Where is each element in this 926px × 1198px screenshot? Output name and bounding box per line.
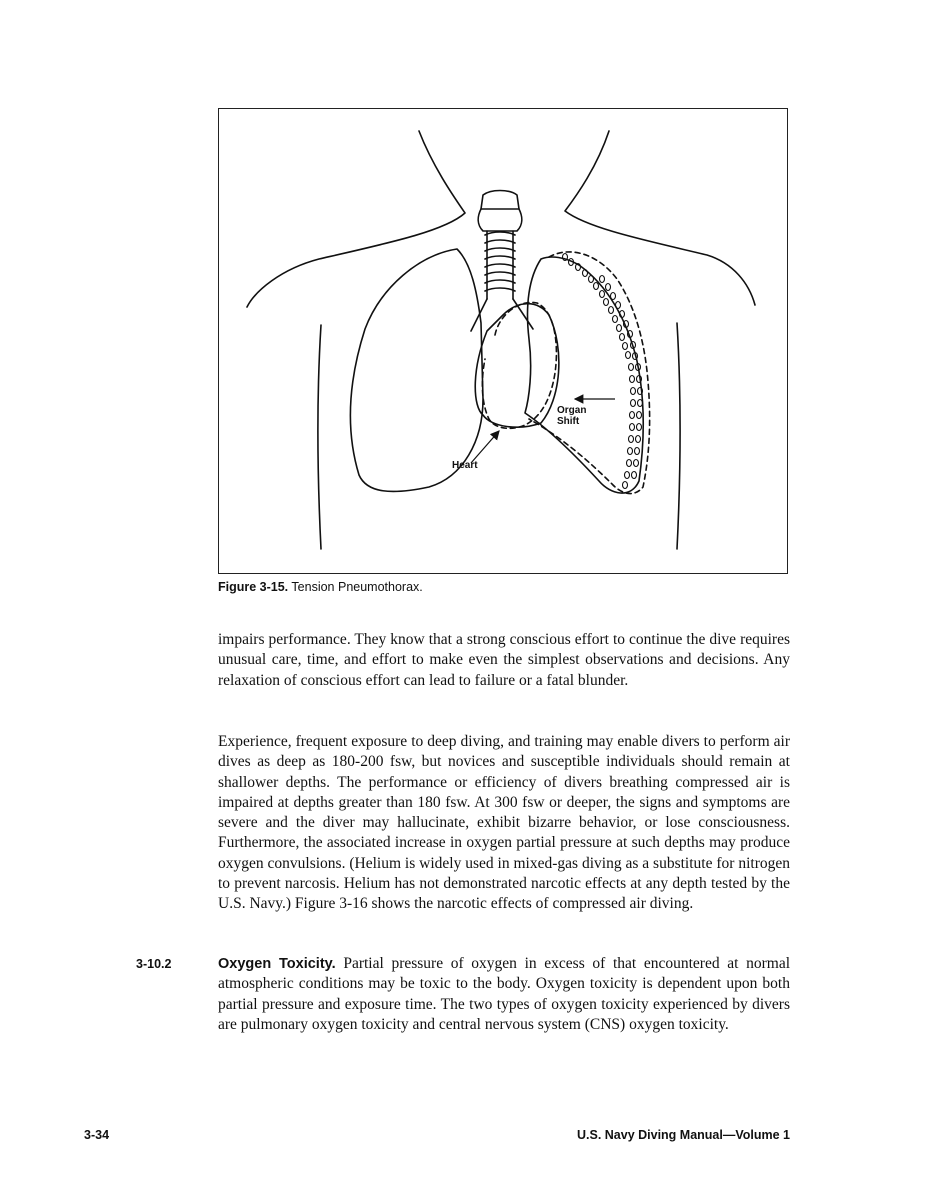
original-heart-position bbox=[482, 302, 556, 428]
body-paragraph-2: Experience, frequent exposure to deep diving, and training may enable divers to perform air dives as deep as 180-200 fsw, but novices and susceptible individuals should remain at shallower depths. The performance or efficiency of divers breathing compressed air is impaired at depths greater than 180 fsw. At 300 fsw or deeper, the signs and symptoms are severe and the diver may hallucinate, exhibit bizarre behavior, or lose consciousness. Furthermore, the associated increase in oxygen partial pressure at such depths may produce oxygen convulsions. (Helium is widely used in mixed-gas diving as a substitute for nitrogen to prevent narcosis. Helium has not demonstrated narcotic effects at any depth tested by the U.S. Navy.) Figure 3-16 shows the narcotic effects of compressed air diving. bbox=[218, 733, 790, 913]
figure-number: Figure 3-15. bbox=[218, 580, 289, 594]
manual-title: U.S. Navy Diving Manual—Volume 1 bbox=[576, 1128, 790, 1142]
tension-pneumothorax-illustration bbox=[219, 109, 789, 575]
section-paragraph bbox=[218, 954, 790, 1035]
body-paragraph-1: impairs performance. They know that a strong conscious effort to continue the dive requires unusual care, time, and effort to make even the simplest observations and decisions. Any relaxation of conscious effort can lead to failure or a fatal blunder. bbox=[218, 631, 790, 689]
left-lung bbox=[350, 249, 483, 491]
heart-outline bbox=[475, 304, 559, 427]
heart-leader-line bbox=[471, 431, 499, 463]
figure-title: Tension Pneumothorax. bbox=[291, 580, 423, 594]
organ-shift-label: Organ Shift bbox=[557, 405, 587, 427]
section-number: 3-10.2 bbox=[136, 957, 172, 971]
trachea bbox=[471, 191, 533, 332]
neck-shoulder-left bbox=[247, 131, 465, 307]
left-arm-line bbox=[318, 325, 321, 549]
page-number: 3-34 bbox=[84, 1128, 110, 1142]
right-arm-line bbox=[677, 323, 680, 549]
original-lung-position bbox=[529, 252, 650, 494]
pleural-air-bubbles bbox=[563, 254, 643, 489]
figure-frame bbox=[218, 108, 788, 574]
heart-label: Heart bbox=[452, 460, 478, 471]
figure-caption bbox=[218, 580, 423, 594]
section-title: Oxygen Toxicity. bbox=[218, 956, 336, 972]
section-text: Partial pressure of oxygen in excess of that encountered at normal atmospheric conditions may be toxic to the body. Oxygen toxicity is dependent upon both partial pressure and exposure time. The two types of oxygen toxicity experienced by divers are pulmonary oxygen toxicity and central nervous system (CNS) oxygen toxicity. bbox=[218, 955, 791, 1033]
